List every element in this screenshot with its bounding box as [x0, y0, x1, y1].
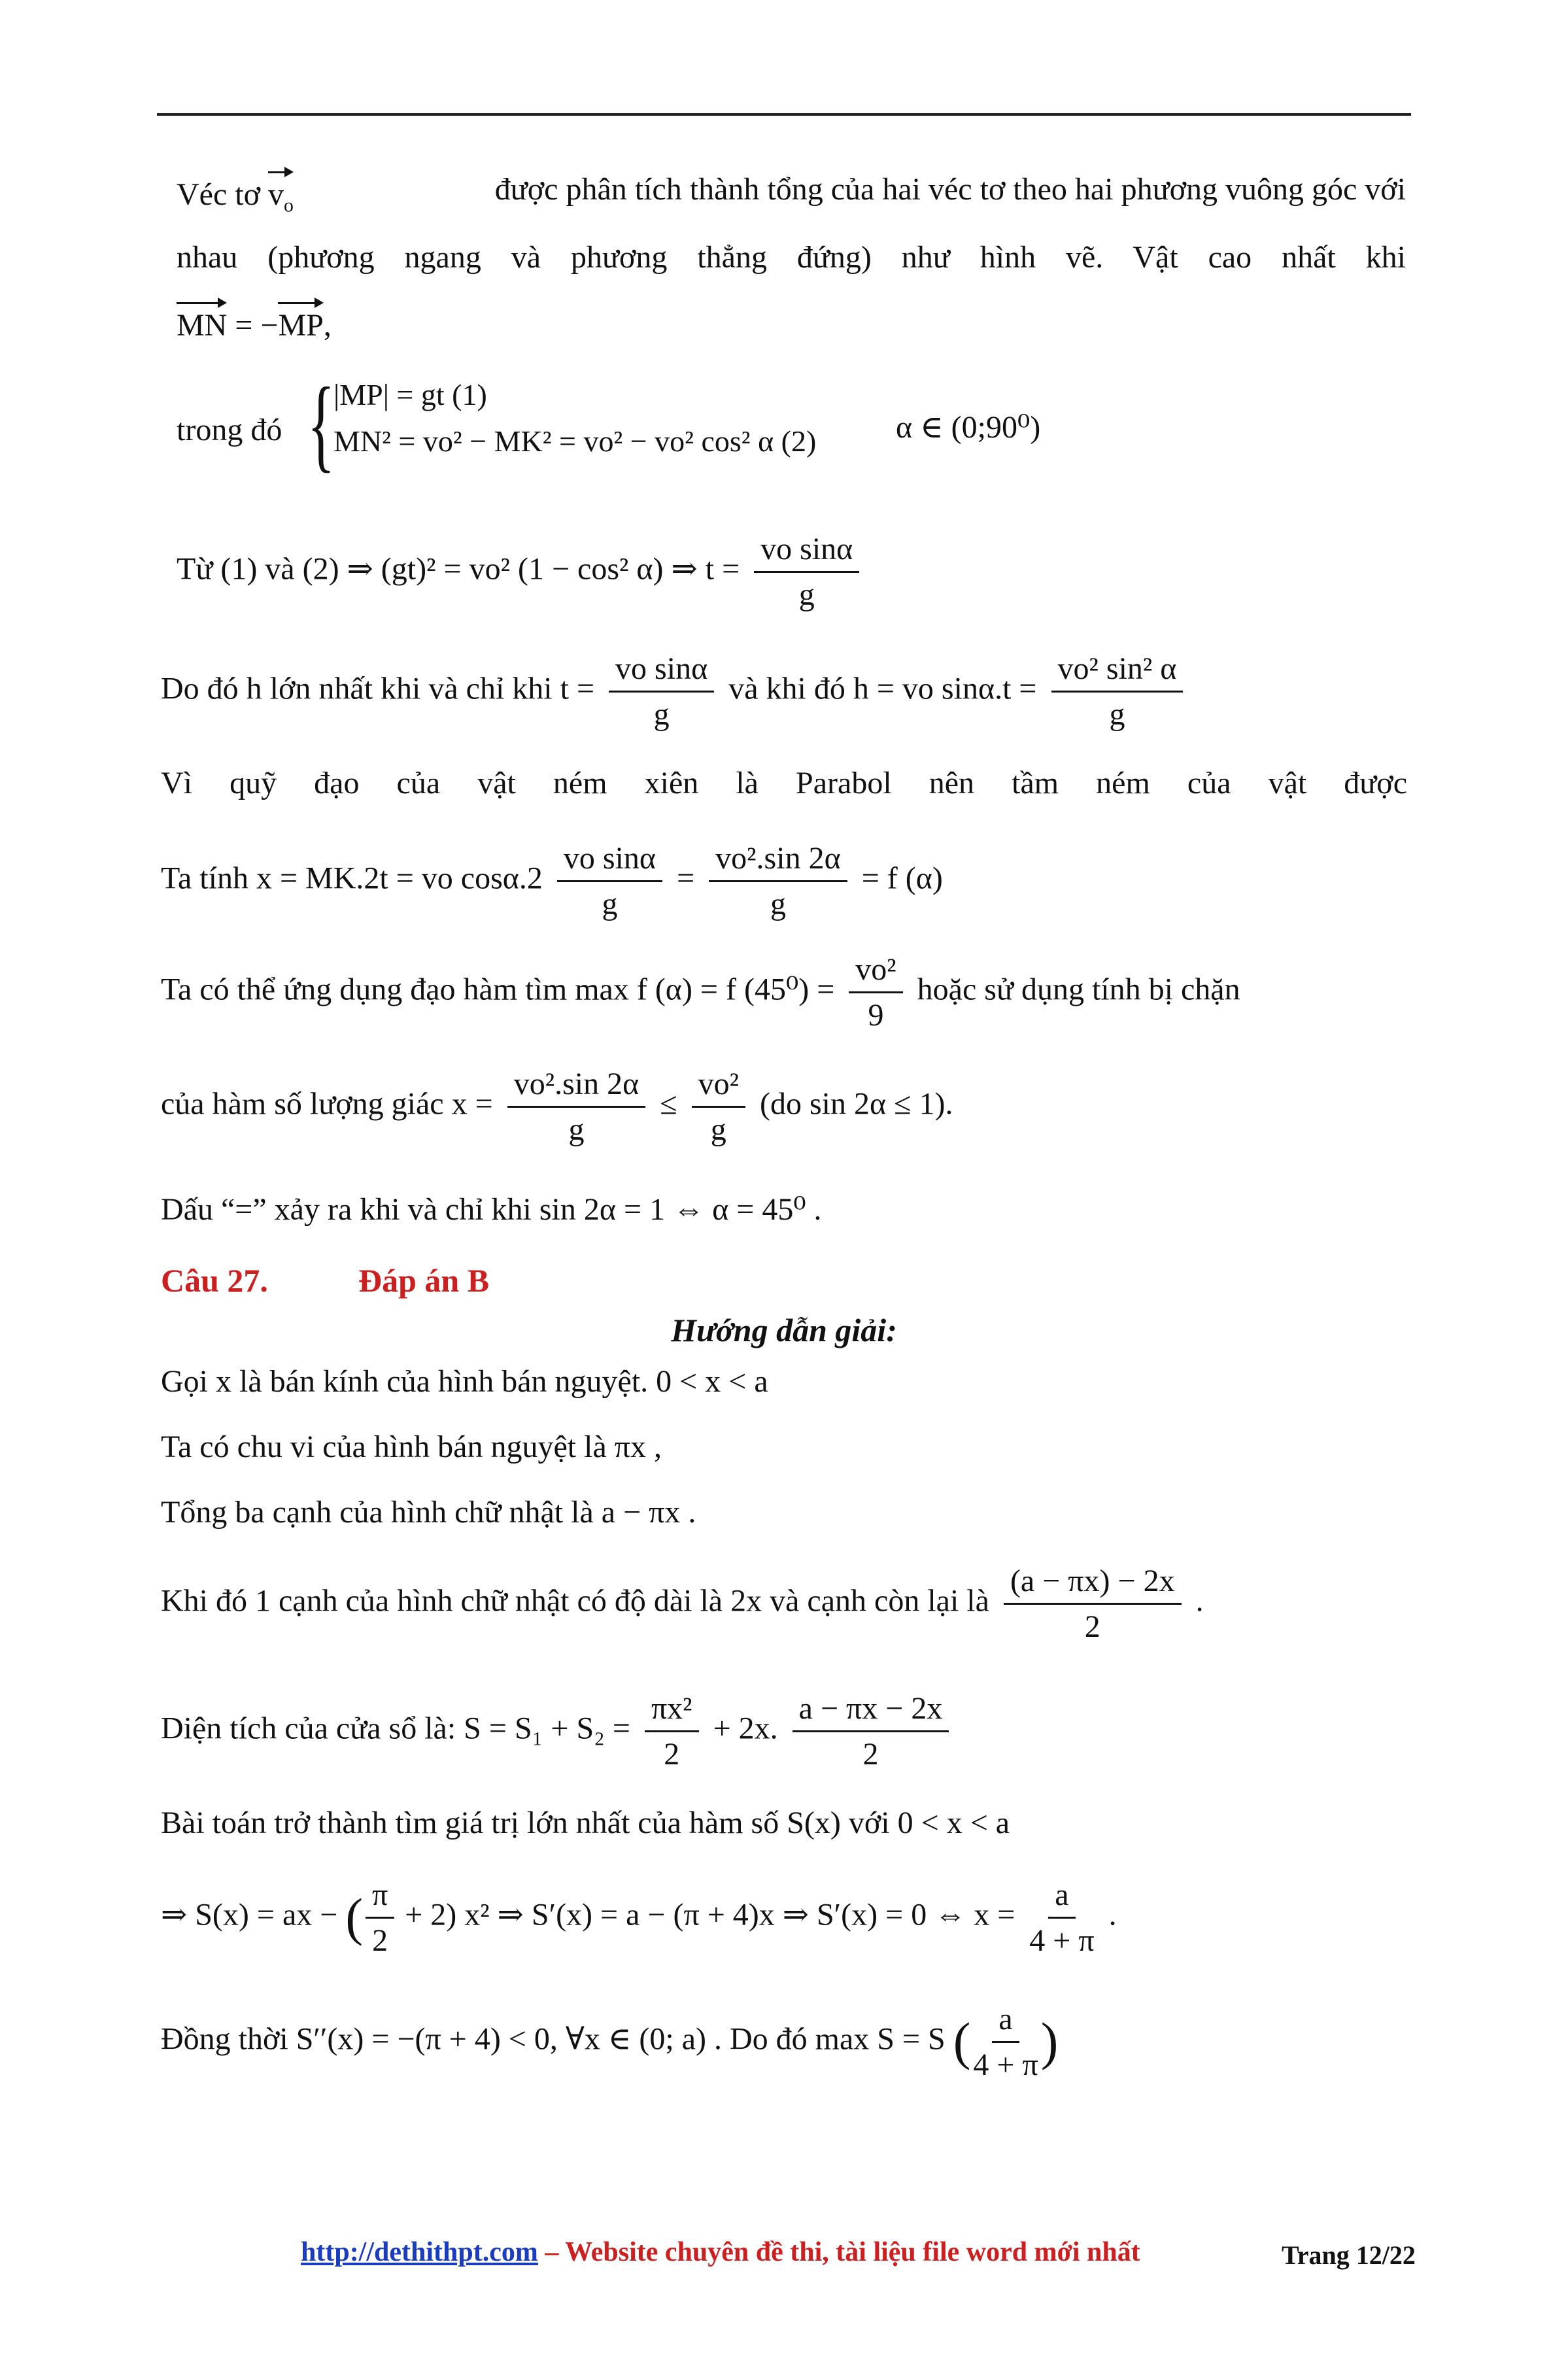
vector-mp: MP — [278, 302, 323, 343]
fraction-8-1: $\frac{\text{vo sinα}}{g}$ — [557, 840, 662, 922]
fraction-pi-2: $\frac{\pi}{2}$ — [366, 1877, 394, 1959]
guide-line-8 — [161, 2001, 1058, 2083]
eq-sign: = − — [227, 308, 279, 343]
expr-g8a: Đồng thời S′′(x) = −(π + 4) < 0, ∀x ∈ (0; a) . Do đó max S = S — [161, 2021, 946, 2057]
expr-10a: của hàm số lượng giác x = — [161, 1086, 493, 1122]
guide-line-3: Tổng ba cạnh của hình chữ nhật là a − πx . — [161, 1495, 696, 1530]
expr-10b: (do sin 2α ≤ 1). — [759, 1086, 953, 1122]
system-brace: { — [307, 366, 335, 482]
expr-8a: Ta tính x = MK.2t = vo cosα.2 — [161, 861, 543, 896]
derivation-line-8 — [161, 840, 943, 922]
footer-link[interactable]: http://dethithpt.com — [301, 2237, 538, 2267]
alpha-range: α ∈ (0;90⁰) — [896, 410, 1041, 445]
question-27-label: Câu 27. — [161, 1262, 268, 1299]
header-rule — [157, 113, 1411, 116]
question-27-answer: Đáp án B — [358, 1262, 490, 1299]
derivation-line-10 — [161, 1066, 953, 1148]
fraction-g4: $\frac{(a - \pi x) - 2x}{2}$ — [1004, 1563, 1182, 1645]
paragraph-line-2: nhau (phương ngang và phương thẳng đứng) như hình vẽ. Vật cao nhất khi — [177, 240, 1406, 275]
vector-equation-mn-mp — [177, 302, 332, 343]
guide-line-5 — [161, 1690, 955, 1772]
period-g7: . — [1108, 1897, 1117, 1932]
footer — [301, 2236, 1140, 2268]
footer-text: – Website chuyên đề thi, tài liệu file word mới nhất — [537, 2237, 1140, 2267]
guide-line-7 — [161, 1877, 1117, 1959]
fraction-g8: $\frac{a}{4 + \pi}$ — [973, 2002, 1038, 2083]
paragraph-line-7 — [161, 765, 1407, 801]
guide-line-2: Ta có chu vi của hình bán nguyệt là πx , — [161, 1430, 662, 1464]
expr-g4a: Khi đó 1 cạnh của hình chữ nhật có độ dài là 2x và cạnh còn lại là — [161, 1583, 989, 1619]
page-number: Trang 12/22 — [1282, 2240, 1416, 2270]
fraction-h: $\frac{\text{vo² sin² α}}{g}$ — [1051, 651, 1184, 732]
fraction-9: $\frac{\text{vo²}}{9}$ — [849, 951, 902, 1033]
fraction-10-2: $\frac{\text{vo²}}{g}$ — [692, 1066, 745, 1148]
expr-5a: Từ (1) và (2) ⇒ (gt)² = vo² (1 − cos² α) ⇒ t = — [177, 551, 740, 587]
period-g4: . — [1195, 1583, 1204, 1619]
derivation-line-9 — [161, 951, 1240, 1033]
fraction-t2: $\frac{\text{vo sinα}}{g}$ — [609, 651, 714, 732]
derivation-line-11: Dấu “=” xảy ra khi và chỉ khi sin 2α = 1 ⇔ α = 45⁰ . — [161, 1192, 822, 1227]
guide-heading: Hướng dẫn giải: — [671, 1312, 897, 1348]
expr-g7a: ⇒ S(x) = ax − — [161, 1897, 338, 1932]
text-vecto: Véc tơ — [177, 177, 260, 212]
fraction-g7: $\frac{a}{4 + \pi}$ — [1029, 1877, 1095, 1959]
system-row-2: MN² = vo² − MK² = vo² − vo² cos² α (2) — [333, 424, 817, 458]
expr-g5mid: + 2x. — [713, 1711, 778, 1746]
fraction-g5-2: $\frac{a - \pi x - 2x}{2}$ — [793, 1690, 949, 1772]
vector-v0: $v_o$ — [268, 171, 294, 217]
expr-6b: và khi đó h = vo sinα.t = — [728, 671, 1037, 706]
derivation-line-6 — [161, 651, 1189, 732]
text-line-7: Vì quỹ đạo của vật ném xiên là Parabol nên tầm ném của vật được — [161, 766, 1407, 800]
fraction-8-2: $\frac{\text{vo².sin 2α}}{g}$ — [709, 840, 847, 922]
expr-8b: = f (α) — [861, 861, 943, 896]
system-row-1: |MP| = gt (1) — [333, 378, 487, 411]
derivation-line-5 — [177, 531, 866, 613]
paren-open: ( — [345, 1889, 363, 1947]
paren-open-8: ( — [953, 2013, 971, 2071]
expr-g5a: Diện tích của cửa sổ là: S = S₁ + S₂ = — [161, 1711, 630, 1746]
le-sign: ≤ — [660, 1086, 677, 1122]
expr-9a: Ta có thể ứng dụng đạo hàm tìm max f (α) = f (45⁰) = — [161, 972, 835, 1007]
paren-close-8: ) — [1040, 2013, 1059, 2071]
guide-line-4 — [161, 1563, 1204, 1645]
vector-mn: MN — [177, 302, 227, 343]
equation-system — [333, 371, 816, 465]
guide-line-1: Gọi x là bán kính của hình bán nguyệt. 0 < x < a — [161, 1364, 768, 1399]
text-line-1-rest: được phân tích thành tổng của hai véc tơ theo hai phương vuông góc với — [494, 172, 1406, 207]
eq-8: = — [677, 861, 695, 896]
expr-g7b: + 2) x² ⇒ S′(x) = a − (π + 4)x ⇒ S′(x) = 0 ⇔ x = — [405, 1897, 1015, 1932]
fraction-t: $\frac{\text{vo sinα}}{g}$ — [754, 531, 859, 613]
expr-9b: hoặc sử dụng tính bị chặn — [917, 972, 1240, 1007]
comma: , — [323, 308, 332, 343]
expr-6a: Do đó h lớn nhất khi và chỉ khi t = — [161, 671, 595, 706]
fraction-g5-1: $\frac{\text{πx²}}{2}$ — [645, 1690, 699, 1772]
guide-line-6: Bài toán trở thành tìm giá trị lớn nhất của hàm số S(x) với 0 < x < a — [161, 1806, 1010, 1840]
fraction-10-1: $\frac{\text{vo².sin 2α}}{g}$ — [507, 1066, 646, 1148]
paragraph-line-1 — [177, 171, 1406, 217]
text-trong-do: trong đó — [177, 413, 282, 447]
